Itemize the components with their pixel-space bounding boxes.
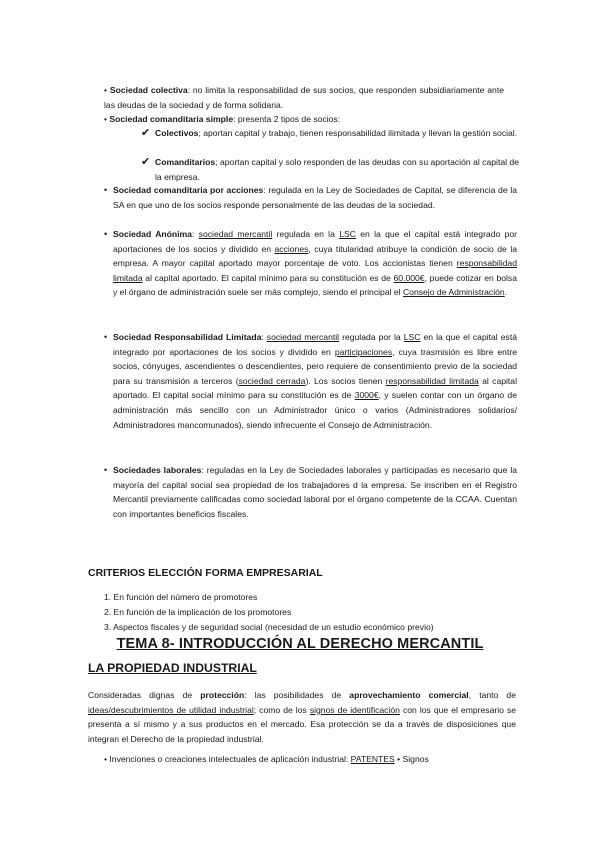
bullet-icon: •: [104, 185, 108, 195]
item-signos: • Signos: [394, 754, 429, 764]
item-text: ; aportan capital y trabajo, tienen responsabilidad ilimitada y llevan la gestión social.: [198, 128, 518, 138]
list-item-srl: Sociedad Responsabilidad Limitada: sociedad mercantil regulada por la LSC en la que el capital está integrado por aportaciones de los socios y dividido en participaciones, cuya trasmisión es libre entre socios, cónyuges, ascendientes o descendientes, pero requiere de consentimiento previo de la sociedad para su transmisión a terceros (sociedad cerrada). Los socios tienen responsabilidad limitada al capital aportado. El capital social mínimo para su constitución es de 3000€, y suelen contar con un órgano de administración más sencillo con un Administrador único o varios (Administradores solidarios/ Administradores mancomunados), siendo infrecuente el Consejo de Administración.: [113, 332, 517, 430]
item-text: : reguladas en la Ley de Sociedades laborales y participadas es necesario que la mayoría del capital social sea propiedad de los trabajadores d la empresa. Se inscriben en el Registro Mercantil previamente calificadas como sociedad laboral por el órgano competente de la CCAA. Cuentan con importantes beneficios fiscales.: [113, 465, 518, 519]
bullet-icon: •: [104, 465, 108, 475]
sublist-item-comanditarios: [155, 155, 519, 184]
item-text: Invenciones o creaciones intelectuales de aplicación industrial:: [109, 754, 349, 764]
link-sociedad-mercantil[interactable]: sociedad mercantil: [198, 229, 273, 239]
item-text: : no limita la responsabilidad de sus socios, que responden subsidiariamente ante las deudas de la sociedad y de forma solidaria.: [104, 85, 504, 110]
check-icon: ✔: [141, 127, 151, 139]
link-ideas[interactable]: ideas/descubrimientos de utilidad industrial: [88, 704, 254, 715]
item-bold: Sociedad Anónima: [113, 229, 192, 239]
list-item-sociedades-laborales: [113, 463, 517, 521]
criterios-item-1: 1. En función del número de promotores: [104, 592, 258, 602]
item-bold: Sociedad comanditaria simple: [109, 114, 234, 124]
check-icon: ✔: [141, 156, 151, 168]
item-bold: Comanditarios: [155, 157, 216, 167]
list-item-invenciones: • Invenciones o creaciones intelectuales de aplicación industrial: PATENTES • Signos: [104, 754, 429, 764]
link-sociedad-mercantil[interactable]: sociedad mercantil: [266, 332, 340, 342]
item-text: : presenta 2 tipos de socios:: [233, 114, 341, 124]
capital-minimo: 60.000€: [393, 272, 425, 283]
link-consejo-administracion[interactable]: Consejo de Administración: [402, 287, 505, 298]
criterios-item-2: 2. En función de la implicación de los promotores: [104, 607, 292, 617]
item-bold: Sociedad colectiva: [109, 85, 188, 95]
list-item-sociedad-colectiva: • Sociedad colectiva: no limita la responsabilidad de sus socios, que responden subsidiariamente ante las deudas de la sociedad y de forma solidaria.: [104, 85, 504, 110]
bold-proteccion: protección: [200, 690, 245, 700]
link-responsabilidad-limitada[interactable]: responsabilidad limitada: [385, 375, 479, 386]
link-acciones[interactable]: acciones: [274, 243, 309, 254]
list-item-sociedad-anonima: Sociedad Anónima: sociedad mercantil regulada en la LSC en la que el capital está integrado por aportaciones de los socios y dividido en acciones, cuya titularidad atribuye la condición de socio de la empresa. A mayor capital aportado mayor porcentaje de voto. Los accionistas tienen responsabilidad limitada al capital aportado. El capital mínimo para su constitución es de 60.000€, puede cotizar en bolsa y el órgano de administración suele ser más complejo, siendo el principal el Consejo de Administración.: [113, 229, 518, 298]
section-heading-propiedad-industrial: LA PROPIEDAD INDUSTRIAL: [88, 661, 257, 675]
section-heading-criterios: CRITERIOS ELECCIÓN FORMA EMPRESARIAL: [88, 567, 323, 579]
item-bold: Sociedad comanditaria por acciones: [113, 185, 264, 195]
link-lsc[interactable]: LSC: [339, 229, 356, 239]
item-bold: Sociedad Responsabilidad Limitada: [113, 332, 262, 342]
item-bold: Colectivos: [155, 128, 199, 138]
criterios-item-3: 3. Aspectos fiscales y de seguridad social (necesidad de un estudio económico previo): [104, 622, 434, 632]
item-text: ; aportan capital y solo responden de las deudas con su aportación al capital de la empresa.: [155, 157, 519, 182]
link-patentes[interactable]: PATENTES: [350, 754, 395, 764]
link-lsc[interactable]: LSC: [403, 332, 421, 342]
link-responsabilidad-limitada[interactable]: responsabilidad limitada: [113, 258, 517, 283]
sublist-item-colectivos: [155, 126, 519, 141]
capital-minimo: 3000€: [354, 390, 379, 401]
paragraph-propiedad-industrial: Consideradas dignas de protección: las posibilidades de aprovechamiento comercial, tanto de ideas/descubrimientos de utilidad industrial; como de los signos de identificación con los que el empresario se presenta a sí mismo y a sus productos en el mercado. Esa protección se da a través de disposiciones que integran el Derecho de la propiedad industrial.: [88, 690, 517, 744]
list-item-comanditaria-simple: • Sociedad comanditaria simple: presenta 2 tipos de socios:: [104, 114, 341, 124]
link-sociedad-cerrada[interactable]: sociedad cerrada: [238, 375, 306, 386]
link-participaciones[interactable]: participaciones: [334, 346, 393, 357]
link-signos-identificacion[interactable]: signos de identificación: [309, 704, 400, 715]
list-item-comanditaria-acciones: [113, 183, 517, 212]
bullet-icon: •: [104, 229, 108, 239]
item-bold: Sociedades laborales: [113, 465, 202, 475]
bold-aprovechamiento: aprovechamiento comercial: [349, 690, 469, 700]
item-text: : regulada en la Ley de Sociedades de Capital, se diferencia de la SA en que uno de los socios responde personalmente de las deudas de la sociedad.: [113, 185, 518, 210]
bullet-icon: •: [104, 332, 108, 342]
page-title: TEMA 8- INTRODUCCIÓN AL DERECHO MERCANTIL: [116, 636, 484, 652]
